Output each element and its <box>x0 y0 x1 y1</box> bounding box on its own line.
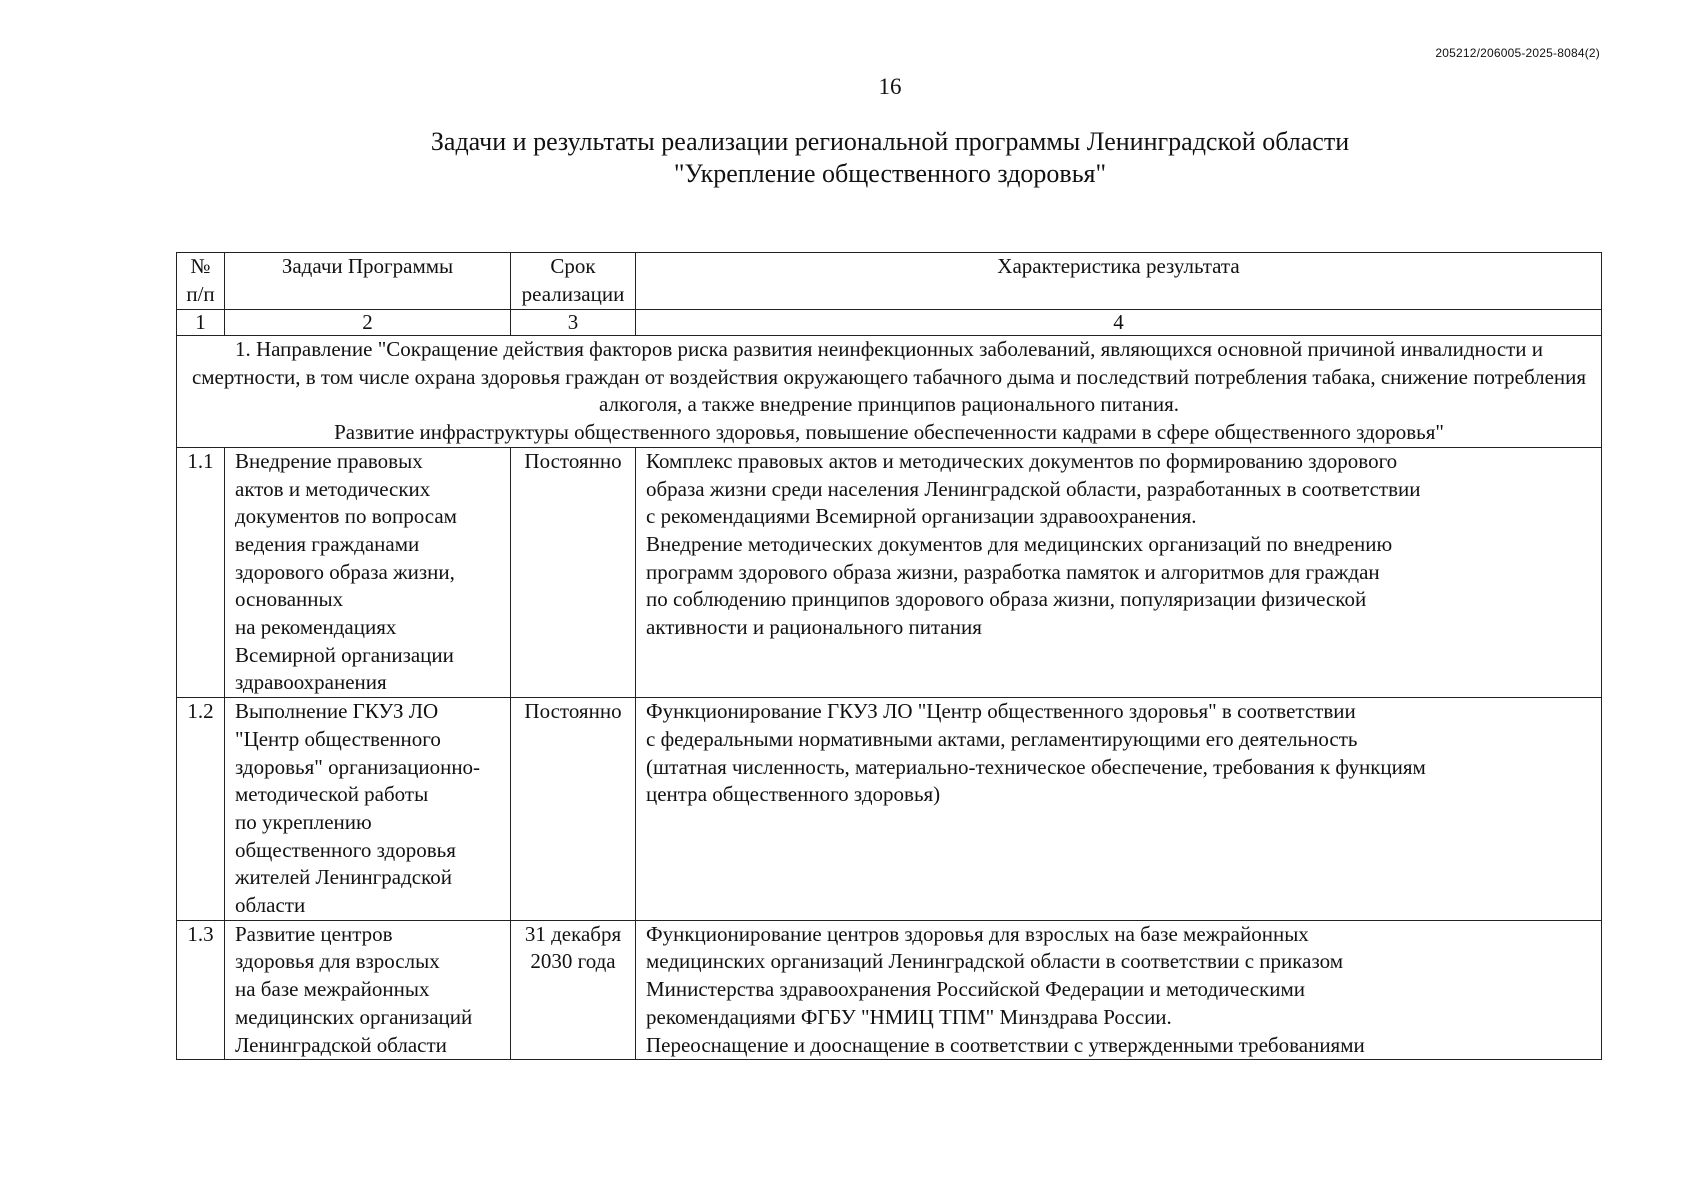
row-result: Функционирование центров здоровья для взрослых на базе межрайонных медицинских организаций Ленинградской области в соответствии с приказом Министерства здравоохранения Российской Федерации и методическими рекомендациями ФГБУ "НМИЦ ТПМ" Минздрава России. Переоснащение и дооснащение в соответствии с утвержденными требованиями <box>636 920 1602 1060</box>
header-cell-number: № п/п <box>177 253 225 310</box>
column-number: 2 <box>225 310 511 336</box>
document-registration-number: 205212/206005-2025-8084(2) <box>1435 46 1600 60</box>
row-term: Постоянно <box>511 698 636 921</box>
title-line-2: "Укрепление общественного здоровья" <box>673 159 1107 188</box>
header-cell-tasks: Задачи Программы <box>225 253 511 310</box>
column-number: 3 <box>511 310 636 336</box>
page-number: 16 <box>878 74 902 99</box>
row-result: Функционирование ГКУЗ ЛО "Центр общественного здоровья" в соответствии с федеральными нормативными актами, регламентирующими его деятельность (штатная численность, материально-техническое обеспечение, требования к функциям центра общественного здоровья) <box>636 698 1602 921</box>
column-number-row <box>177 310 1602 336</box>
title-line-1: Задачи и результаты реализации региональной программы Ленинградской области <box>430 127 1350 156</box>
row-term: Постоянно <box>511 447 636 697</box>
direction-row <box>177 336 1602 448</box>
row-number: 1.2 <box>177 698 225 921</box>
direction-text: 1. Направление "Сокращение действия факторов риска развития неинфекционных заболеваний, являющихся основной причиной инвалидности и смертности, в том числе охрана здоровья граждан от воздействия окружающего табачного дыма и последствий потребления табака, снижение потребления алкоголя, а также внедрение принципов рационального питания. Развитие инфраструктуры общественного здоровья, повышение обеспеченности кадрами в сфере общественного здоровья" <box>177 336 1602 448</box>
row-task: Развитие центров здоровья для взрослых на базе межрайонных медицинских организаций Ленинградской области <box>225 920 511 1060</box>
row-result: Комплекс правовых актов и методических документов по формированию здорового образа жизни среди населения Ленинградской области, разработанных в соответствии с рекомендациями Всемирной организации здравоохранения. Внедрение методических документов для медицинских организаций по внедрению программ здорового образа жизни, разработка памяток и алгоритмов для граждан по соблюдению принципов здорового образа жизни, популяризации физической активности и рационального питания <box>636 447 1602 697</box>
tasks-results-table <box>176 252 1602 1060</box>
row-task: Выполнение ГКУЗ ЛО "Центр общественного здоровья" организационно- методической работы по укреплению общественного здоровья жителей Ленинградской области <box>225 698 511 921</box>
row-term: 31 декабря 2030 года <box>511 920 636 1060</box>
header-cell-result: Характеристика результата <box>636 253 1602 310</box>
table-row <box>177 920 1602 1060</box>
table-header-row <box>177 253 1602 310</box>
page-title <box>0 126 1693 190</box>
table-row <box>177 447 1602 697</box>
row-number: 1.1 <box>177 447 225 697</box>
row-task: Внедрение правовых актов и методических документов по вопросам ведения гражданами здорового образа жизни, основанных на рекомендациях Всемирной организации здравоохранения <box>225 447 511 697</box>
table-row <box>177 698 1602 921</box>
header-cell-term: Срок реализации <box>511 253 636 310</box>
row-number: 1.3 <box>177 920 225 1060</box>
column-number: 4 <box>636 310 1602 336</box>
column-number: 1 <box>177 310 225 336</box>
